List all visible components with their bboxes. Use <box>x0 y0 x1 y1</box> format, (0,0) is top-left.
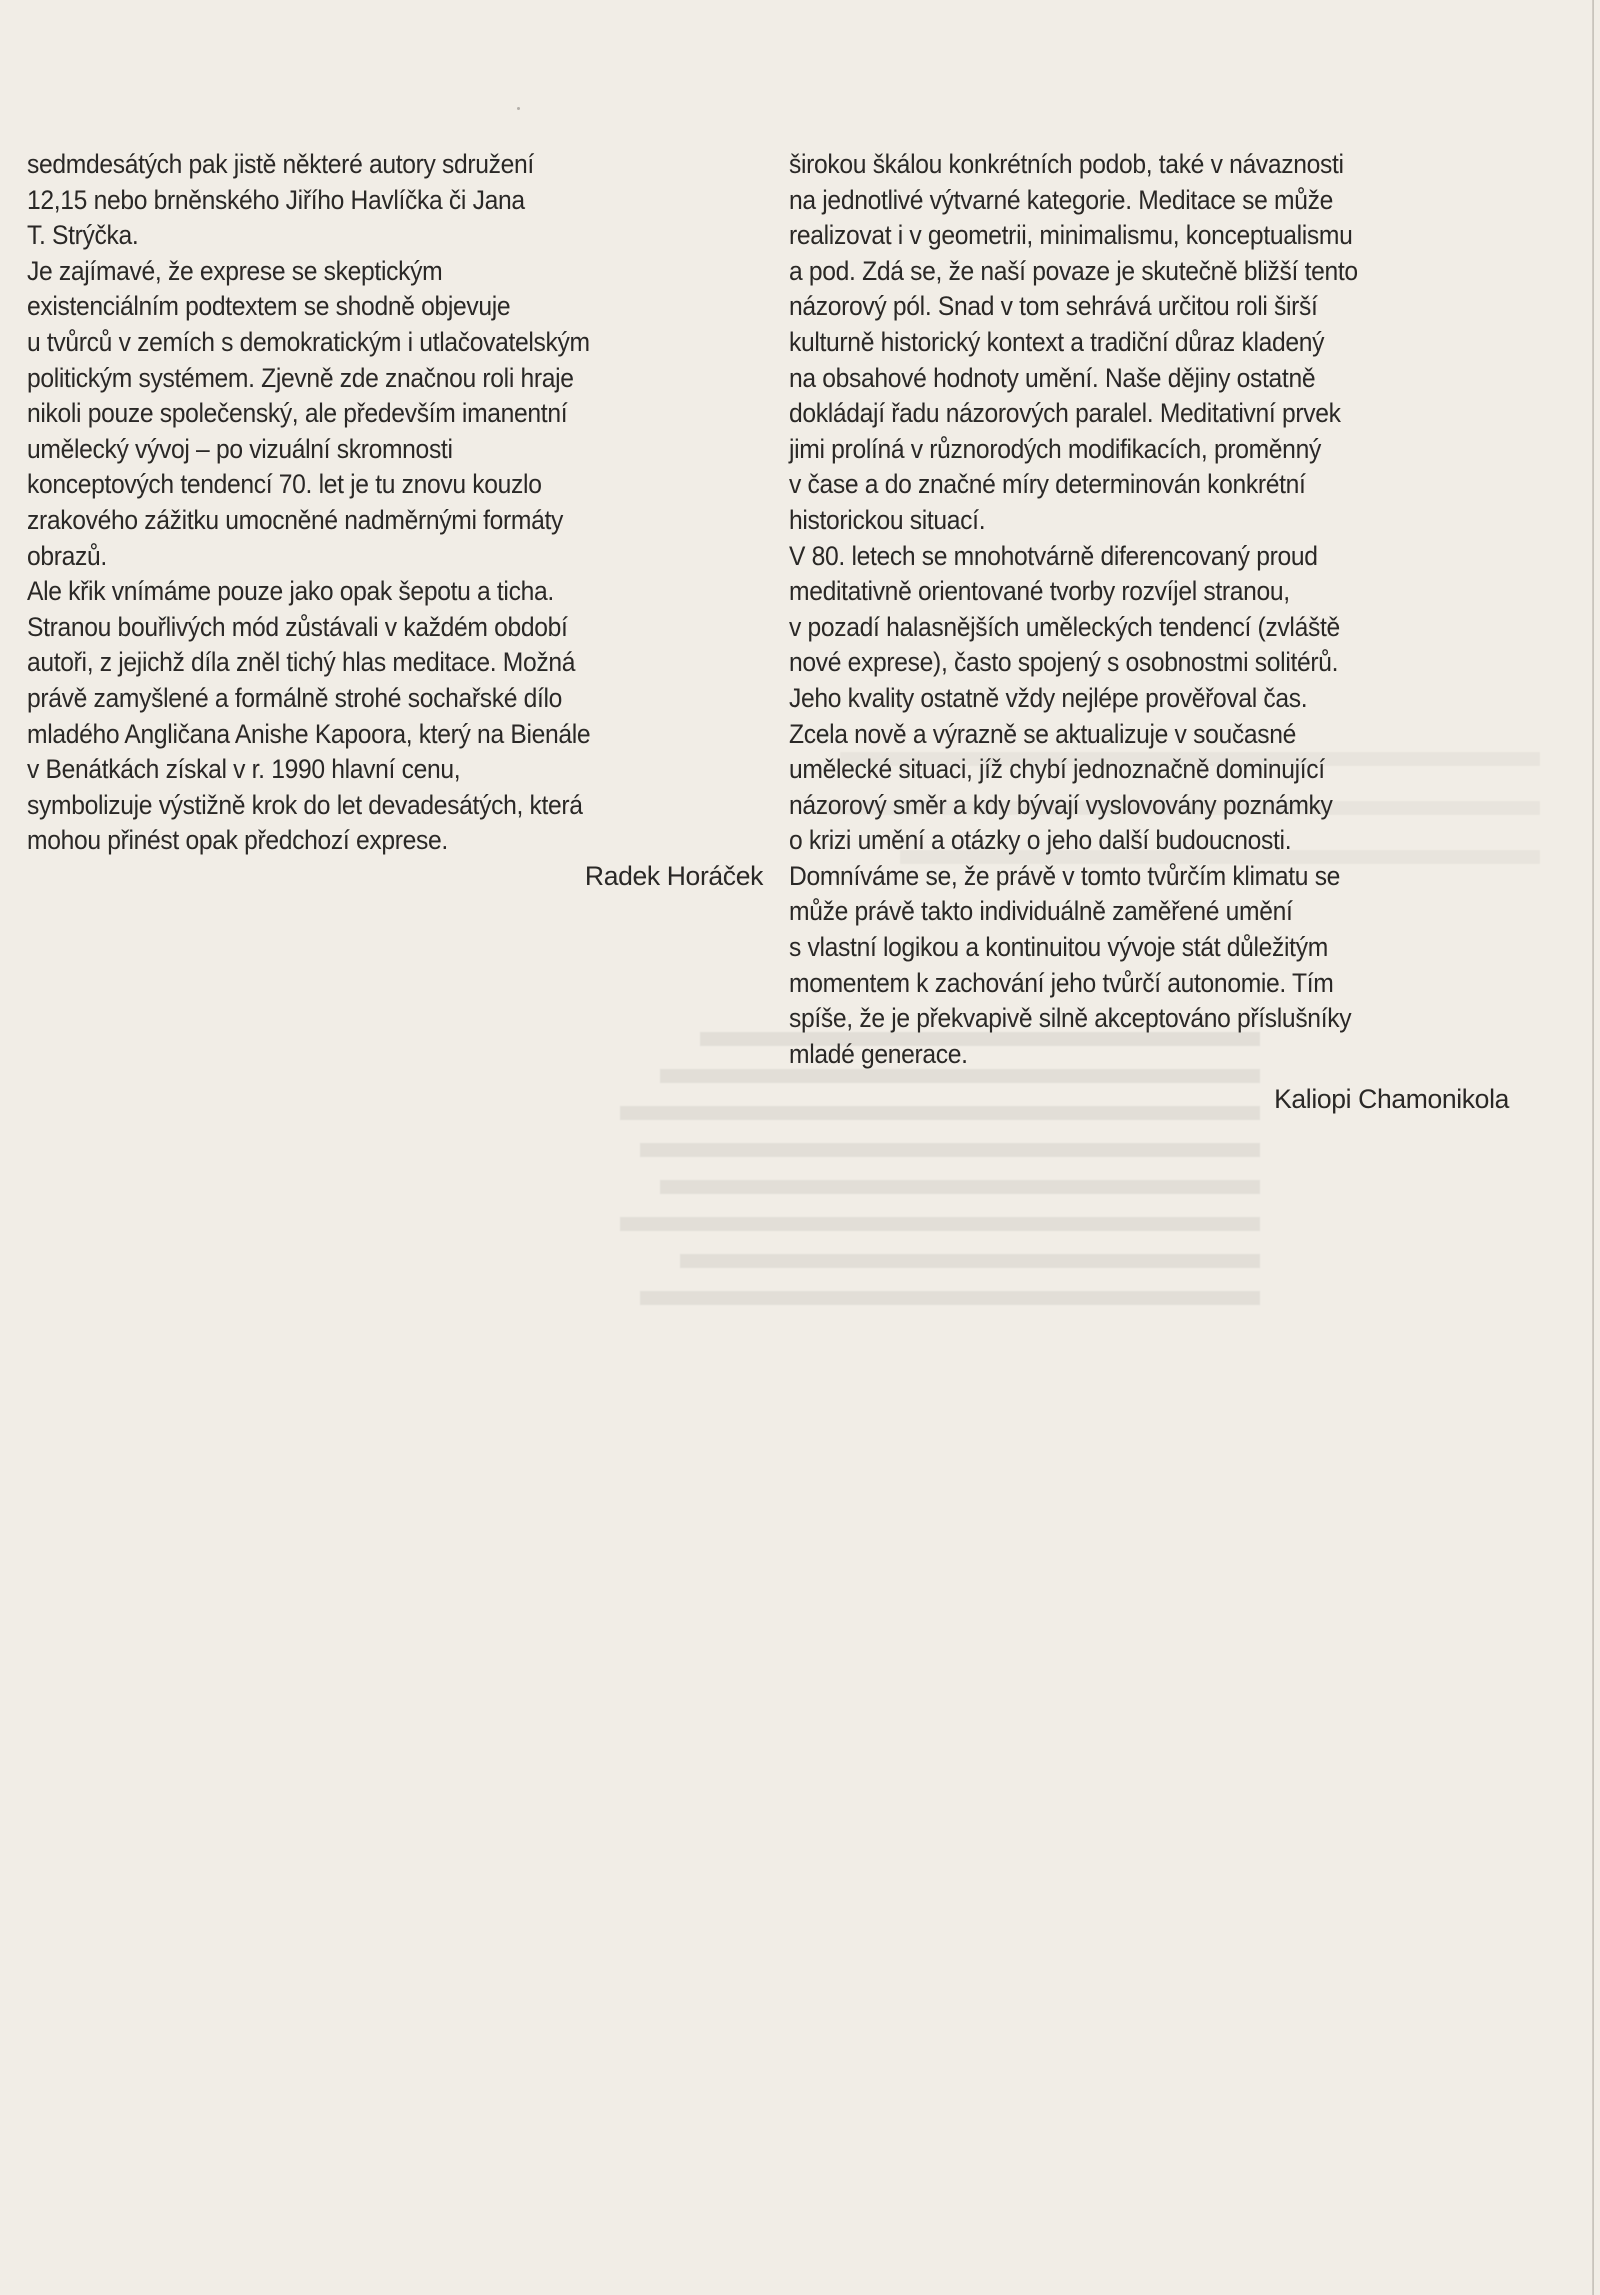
text-line: spíše, že je překvapivě silně akceptováno příslušníky <box>789 1003 1352 1034</box>
text-line: autoři, z jejichž díla zněl tichý hlas meditace. Možná <box>27 647 576 678</box>
text-line: mladé generace. <box>789 1038 968 1069</box>
text-line: u tvůrců v zemích s demokratickým i utlačovatelským <box>27 326 590 357</box>
text-line: v čase a do značné míry determinován konkrétní <box>789 469 1306 500</box>
text-line: mohou přinést opak předchozí exprese. <box>27 825 448 856</box>
text-line: konceptových tendencí 70. let je tu znovu kouzlo <box>27 469 542 500</box>
text-line: v Benátkách získal v r. 1990 hlavní cenu, <box>27 754 461 785</box>
text-line: existenciálním podtextem se shodně objevuje <box>27 291 511 322</box>
text-line: Ale křik vnímáme pouze jako opak šepotu a ticha. <box>27 576 554 607</box>
text-line: umělecké situaci, jíž chybí jednoznačně dominující <box>789 754 1325 785</box>
text-line: může právě takto individuálně zaměřené umění <box>789 896 1293 927</box>
text-line: nikoli pouze společenský, ale především imanentní <box>27 398 568 429</box>
text-line: zrakového zážitku umocněné nadměrnými formáty <box>27 504 564 535</box>
text-line: nové exprese), často spojený s osobnostmi solitérů. <box>789 647 1339 678</box>
text-line: dokládají řadu názorových paralel. Meditativní prvek <box>789 398 1341 429</box>
text-line: 12,15 nebo brněnského Jiřího Havlíčka či Jana <box>27 184 525 215</box>
text-line: Stranou bouřlivých mód zůstávali v každém období <box>27 611 568 642</box>
text-line: umělecký vývoj – po vizuální skromnosti <box>27 433 453 464</box>
text-line: právě zamyšlené a formálně strohé sochařské dílo <box>27 682 563 713</box>
text-line: širokou škálou konkrétních podob, také v návaznosti <box>789 149 1344 179</box>
text-line: o krizi umění a otázky o jeho další budoucnosti. <box>789 825 1292 856</box>
text-line: s vlastní logikou a kontinuitou vývoje stát důležitým <box>789 932 1328 963</box>
page-edge <box>1592 0 1594 2295</box>
text-line: na obsahové hodnoty umění. Naše dějiny ostatně <box>789 362 1316 393</box>
text-line: T. Strýčka. <box>27 220 139 251</box>
text-line: Domníváme se, že právě v tomto tvůrčím klimatu se <box>789 860 1341 891</box>
scan-speck <box>517 107 520 110</box>
text-line: sedmdesátých pak jistě některé autory sdružení <box>27 149 534 179</box>
text-line: v pozadí halasnějších uměleckých tendencí (zvláště <box>789 611 1340 642</box>
text-line: názorový pól. Snad v tom sehrává určitou roli širší <box>789 291 1318 322</box>
text-line: historickou situací. <box>789 504 986 535</box>
left-column <box>27 147 787 894</box>
text-line: mladého Angličana Anishe Kapoora, který na Bienále <box>27 718 591 749</box>
author-signature: Kaliopi Chamonikola <box>1274 1084 1509 1115</box>
right-column <box>789 147 1529 1118</box>
text-line: Zcela nově a výrazně se aktualizuje v současné <box>789 718 1296 749</box>
text-line: názorový směr a kdy bývají vyslovovány poznámky <box>789 789 1333 820</box>
text-line: na jednotlivé výtvarné kategorie. Meditace se může <box>789 184 1334 215</box>
author-signature: Radek Horáček <box>584 860 763 891</box>
text-line: momentem k zachování jeho tvůrčí autonomie. Tím <box>789 967 1334 998</box>
text-line: jimi prolíná v různorodých modifikacích, proměnný <box>789 433 1321 464</box>
text-line: symbolizuje výstižně krok do let devadesátých, která <box>27 789 583 820</box>
text-line: kulturně historický kontext a tradiční důraz kladený <box>789 326 1325 357</box>
text-line: Jeho kvality ostatně vždy nejlépe prověřoval čas. <box>789 682 1308 713</box>
text-line: V 80. letech se mnohotvárně diferencovaný proud <box>789 540 1318 571</box>
text-line: a pod. Zdá se, že naší povaze je skutečně bližší tento <box>789 255 1358 286</box>
text-line: Je zajímavé, že exprese se skeptickým <box>27 255 443 286</box>
text-line: meditativně orientované tvorby rozvíjel stranou, <box>789 576 1290 607</box>
text-line: realizovat i v geometrii, minimalismu, konceptualismu <box>789 220 1353 251</box>
text-line: politickým systémem. Zjevně zde značnou roli hraje <box>27 362 574 393</box>
text-line: obrazů. <box>27 540 107 571</box>
